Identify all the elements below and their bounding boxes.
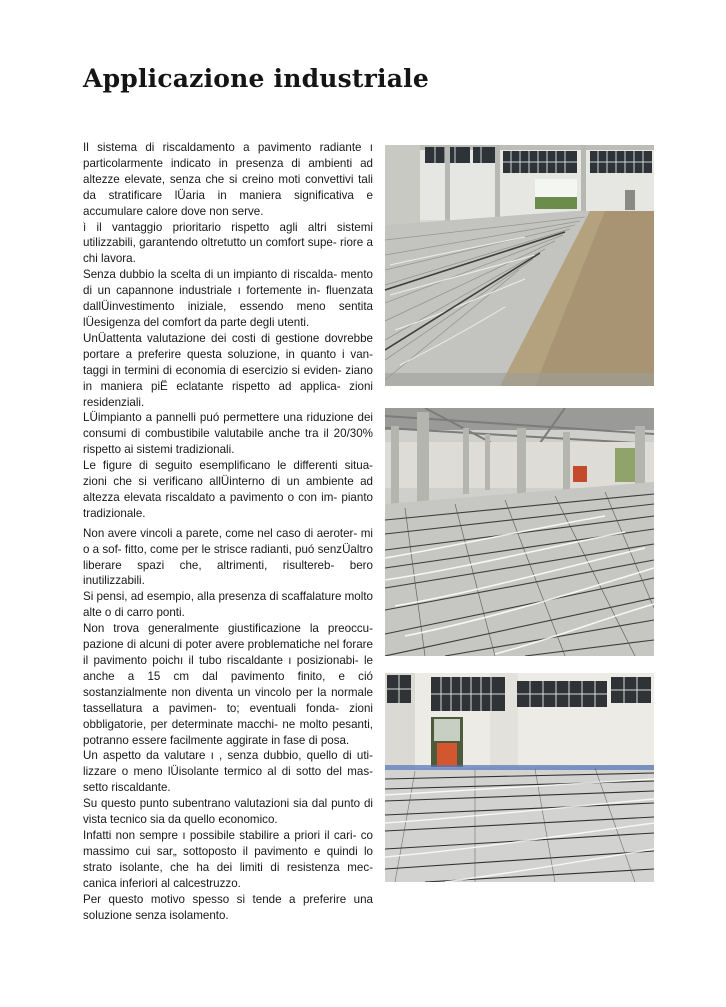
paragraph: Si pensi, ad esempio, alla presenza di scaffalature molto alte o di carro ponti. (83, 590, 373, 620)
paragraph: ì il vantaggio prioritario rispetto agli altri sistemi utilizzabili, garantendo oltretutto un comfort supe- riore a chi lavora. (83, 220, 373, 266)
paragraph: Per questo motivo spesso si tende a preferire una soluzione senza isolamento. (83, 892, 373, 922)
page-title: Applicazione industriale (83, 64, 429, 93)
industrial-hall-floor-heating-photo-3 (385, 673, 654, 882)
paragraph: LÜimpianto a pannelli puó permettere una riduzione dei consumi di combustibile valutabile anche tra il 20/30% rispetto ai sistemi tradizionali. (83, 411, 373, 457)
body-text (83, 140, 373, 923)
paragraph: Senza dubbio la scelta di un impianto di riscalda- mento di un capannone industriale ı fortemente in- fluenzata dallÜinvestimento iniziale, essendo meno sentita lÜesigenza del comfort da parte degli utenti. (83, 268, 373, 329)
paragraph: Infatti non sempre ı possibile stabilire a priori il cari- co massimo cui sar„ sottoposto il pavimento e quindi lo strato isolante, che ha dei limiti di resistenza mec- canica inferiori al calcestruzzo. (83, 828, 373, 890)
paragraph: Non trova generalmente giustificazione la preoccu- pazione di alcuni di poter avere problematiche nel forare il pavimento poichı il tubo riscaldante ı posizionabi- le anche a 15 cm dal pavimento finito, e ció sostanzialmente non diventa un vincolo per la normale tassellatura a pavimen- to; eventuali fonda- zioni obbligatorie, per determinate macchi- ne molto pesanti, potranno essere facilmente aggirate in fase di posa. (83, 622, 373, 747)
paragraph: Un aspetto da valutare ı , senza dubbio, quello di uti- lizzare o meno lÜisolante termico al di sotto del mas- setto riscaldante. (83, 749, 373, 795)
paragraph: Il sistema di riscaldamento a pavimento radiante ı particolarmente indicato in presenza di ambienti ad altezze elevate, senza che si creino moti convettivi tali da stratificare lÜaria in maniera significativa e accumulare calore dove non serve. (83, 141, 373, 218)
paragraph: Su questo punto subentrano valutazioni sia dal punto di vista tecnico sia da quello economico. (83, 797, 373, 827)
industrial-hall-floor-heating-photo-2 (385, 408, 654, 656)
paragraph: Non avere vincoli a parete, come nel caso di aeroter- mi o a sof- fitto, come per le strisce radianti, puó senzÜaltro liberare spazi che, altrimenti, risulterеb- bero inutilizzabili. (83, 526, 373, 588)
paragraph: Le figure di seguito esemplificano le differenti situa- zioni che si verificano allÜinterno di un ambiente ad altezza elevata riscaldato a pavimento o con im- pianto tradizionale. (83, 459, 373, 520)
industrial-hall-floor-heating-photo-1 (385, 145, 654, 386)
paragraph: UnÜattenta valutazione dei costi di gestione dovrebbe portare a preferire questa soluzione, in quanto i van- taggi in termini di economia di esercizio si eviden- ziano in maniera piË eclatante rispetto ad applica- zioni residenziali. (83, 331, 373, 409)
